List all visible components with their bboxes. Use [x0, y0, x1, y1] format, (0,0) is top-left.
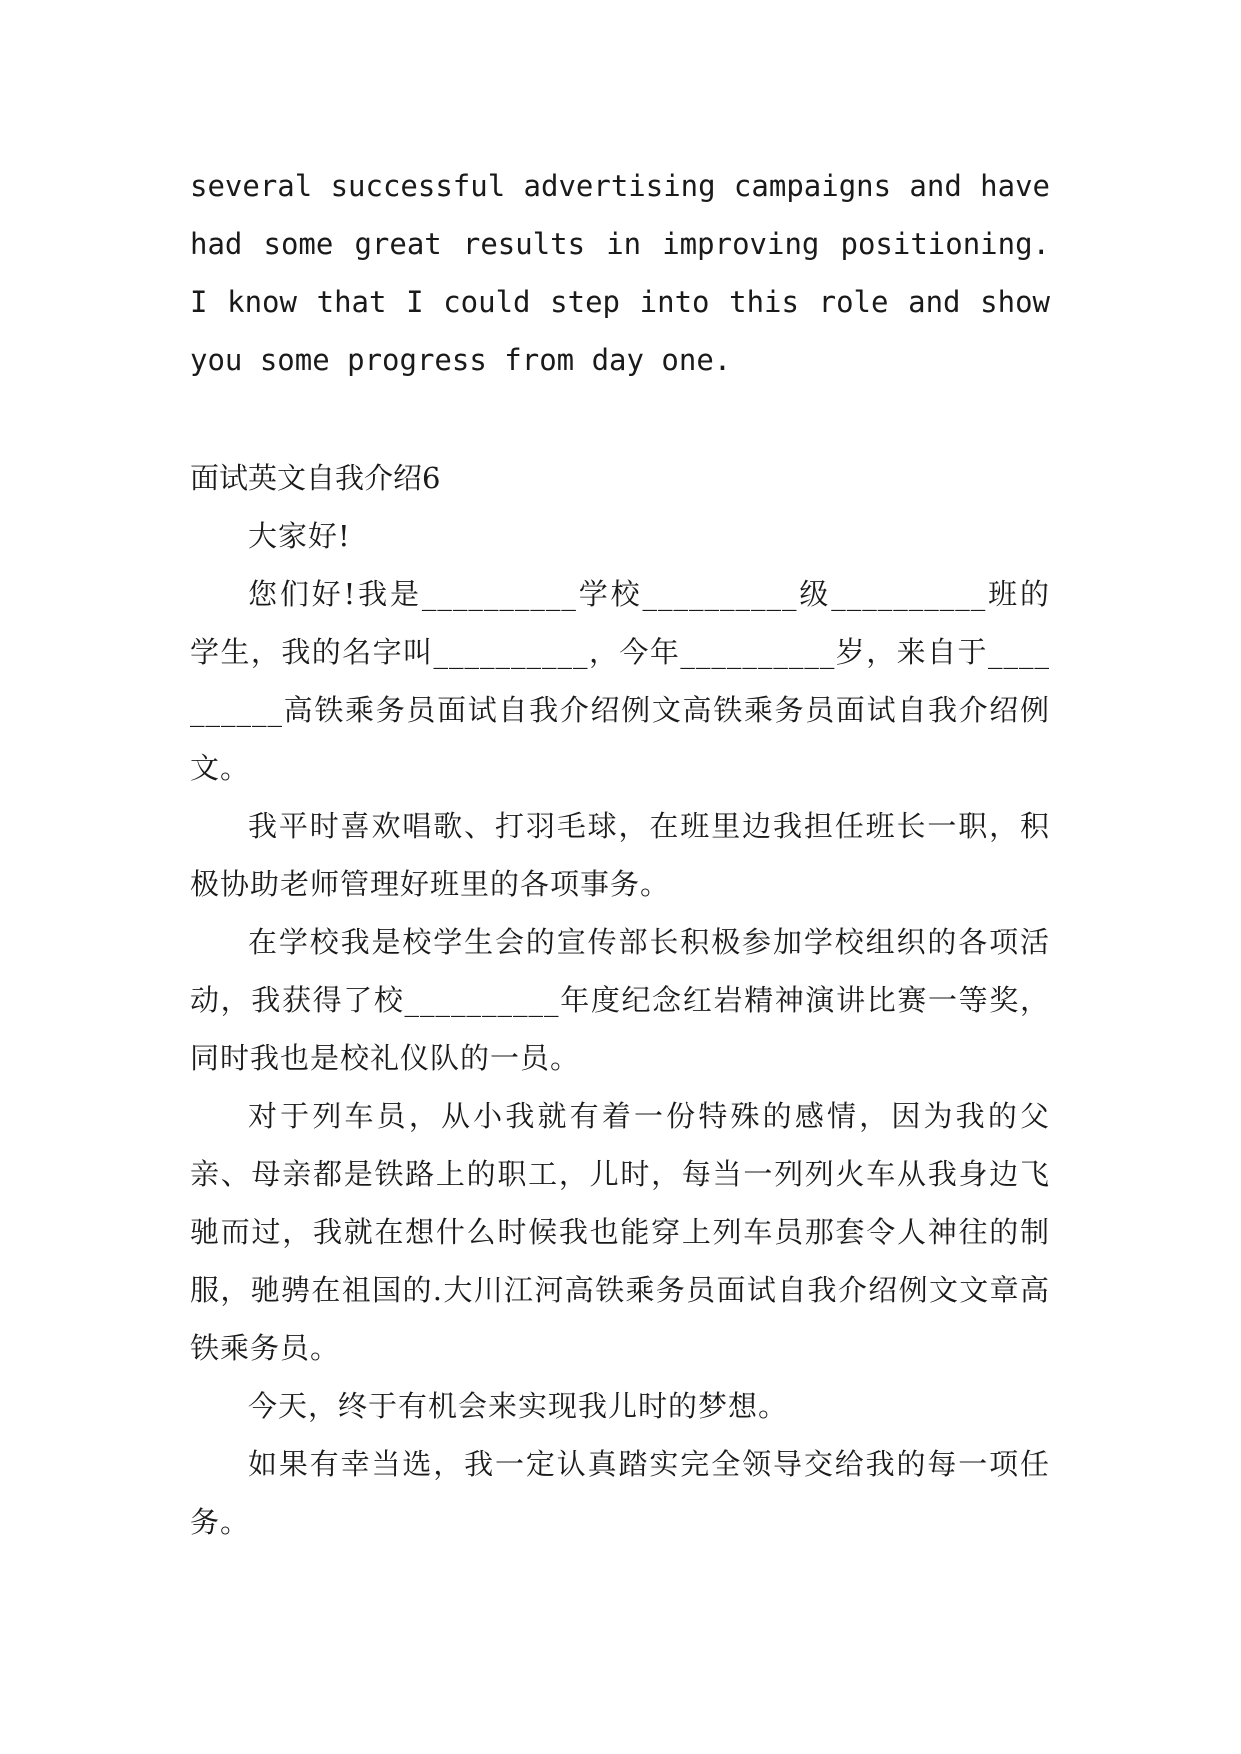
paragraph-school-activities: 在学校我是校学生会的宣传部长积极参加学校组织的各项活动，我获得了校__________年度纪念红岩精神演讲比赛一等奖，同时我也是校礼仪队的一员。	[190, 925, 1050, 1075]
paragraph-commitment: 如果有幸当选，我一定认真踏实完全领导交给我的每一项任务。	[190, 1447, 1050, 1539]
section-heading: 面试英文自我介绍6	[190, 461, 441, 495]
paragraph-hobbies: 我平时喜欢唱歌、打羽毛球，在班里边我担任班长一职，积极协助老师管理好班里的各项事务。	[190, 809, 1050, 901]
paragraph-motivation: 对于列车员，从小我就有着一份特殊的感情，因为我的父亲、母亲都是铁路上的职工，儿时，每当一列列火车从我身边飞驰而过，我就在想什么时候我也能穿上列车员那套令人神往的制服，驰骋在祖国的.大川江河高铁乘务员面试自我介绍例文文章高铁乘务员。	[190, 1099, 1050, 1365]
english-paragraph: several successful advertising campaigns and have had some great results in improving positioning. I know that I could step into this role and show you some progress from day one.	[190, 169, 1050, 377]
paragraph-opportunity: 今天，终于有机会来实现我儿时的梦想。	[248, 1389, 789, 1423]
paragraph-introduction: 您们好!我是__________学校__________级__________班的学生，我的名字叫__________，今年__________岁，来自于__________高铁乘务员面试自我介绍例文高铁乘务员面试自我介绍例文。	[190, 577, 1050, 785]
document-body	[190, 157, 1050, 1551]
paragraph-greeting: 大家好!	[248, 519, 351, 553]
